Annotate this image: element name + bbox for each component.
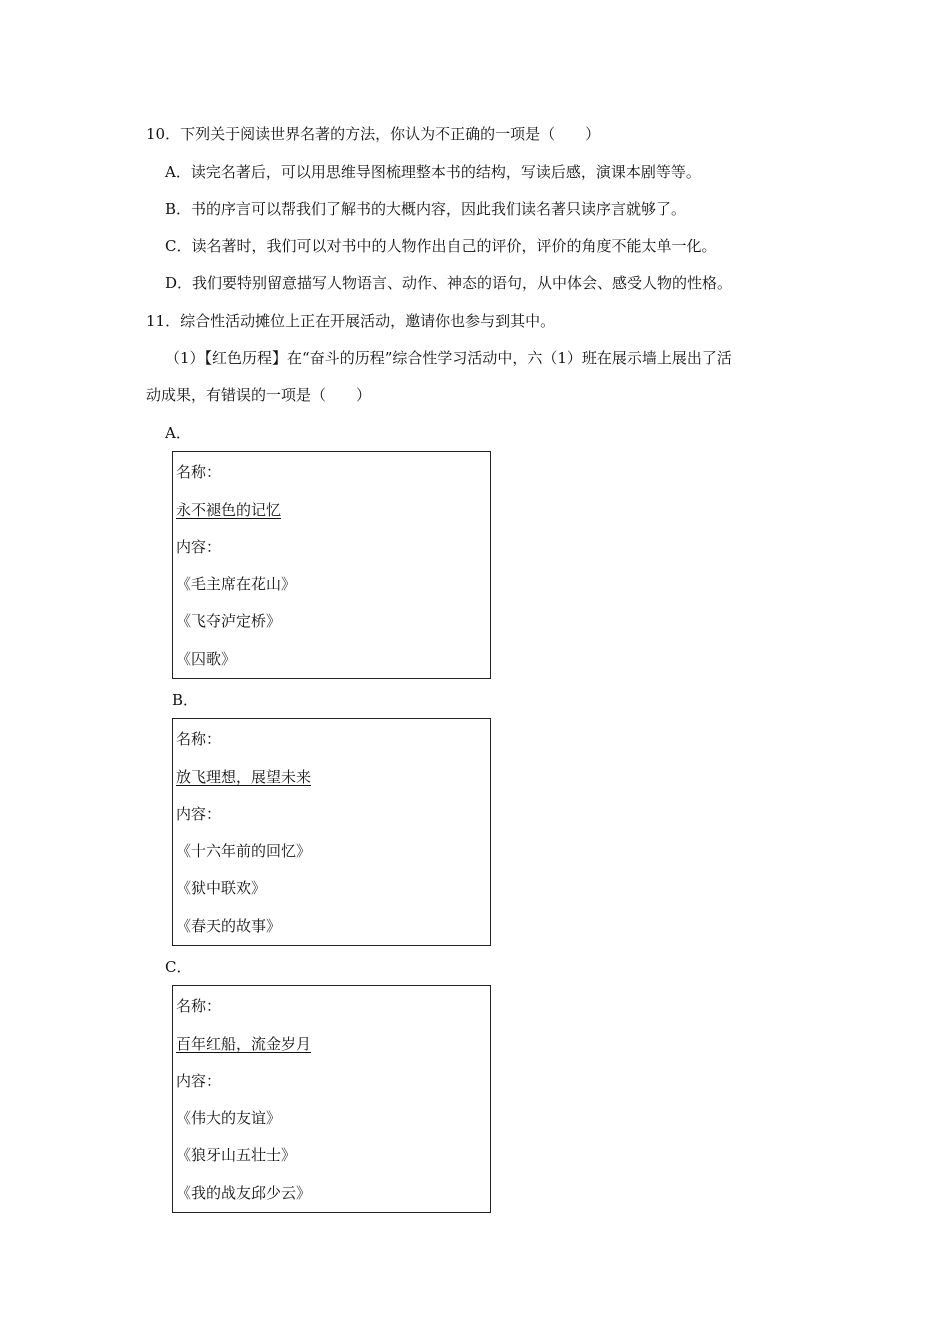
choice-c-box [172,985,491,1213]
question-10-option-b: B．书的序言可以帮我们了解书的大概内容，因此我们读名著只读序言就够了。 [165,200,687,218]
choice-c-name-label: 名称： [176,997,222,1015]
question-11-sub1-line2: 动成果，有错误的一项是（ ） [146,386,372,404]
choice-c-letter: C． [165,958,192,976]
question-10-option-d: D．我们要特别留意描写人物语言、动作、神态的语句，从中体会、感受人物的性格。 [165,274,733,292]
choice-a-box [172,451,491,679]
choice-b-letter: B． [172,691,199,709]
question-11-stem: 11．综合性活动摊位上正在开展活动，邀请你也参与到其中。 [146,312,556,330]
choice-c-name: 百年红船，流金岁月 [176,1035,312,1053]
question-10-stem: 10．下列关于阅读世界名著的方法，你认为不正确的一项是（ ） [146,125,601,143]
choice-b-item-1: 《十六年前的回忆》 [176,842,312,860]
question-10-option-a: A．读完名著后，可以用思维导图梳理整本书的结构，写读后感，演课本剧等等。 [165,163,701,181]
choice-b-box [172,718,491,946]
choice-a-item-1: 《毛主席在花山》 [176,575,297,593]
choice-c-item-3: 《我的战友邱少云》 [176,1184,312,1202]
choice-a-name: 永不褪色的记忆 [176,501,282,519]
choice-a-item-3: 《囚歌》 [176,650,237,668]
choice-b-content-label: 内容： [176,805,222,823]
choice-c-item-1: 《伟大的友谊》 [176,1109,282,1127]
choice-c-item-2: 《狼牙山五壮士》 [176,1146,297,1164]
choice-a-name-label: 名称： [176,463,222,481]
choice-b-name: 放飞理想，展望未来 [176,768,312,786]
question-11-sub1-line1: （1）【红色历程】在“奋斗的历程”综合性学习活动中，六（1）班在展示墙上展出了活 [165,349,732,367]
choice-b-name-label: 名称： [176,730,222,748]
choice-b-item-3: 《春天的故事》 [176,917,282,935]
choice-b-item-2: 《狱中联欢》 [176,879,267,897]
question-10-option-c: C．读名著时，我们可以对书中的人物作出自己的评价，评价的角度不能太单一化。 [165,237,717,255]
choice-a-letter: A． [165,424,191,442]
choice-c-content-label: 内容： [176,1072,222,1090]
choice-a-content-label: 内容： [176,538,222,556]
choice-a-item-2: 《飞夺泸定桥》 [176,612,282,630]
